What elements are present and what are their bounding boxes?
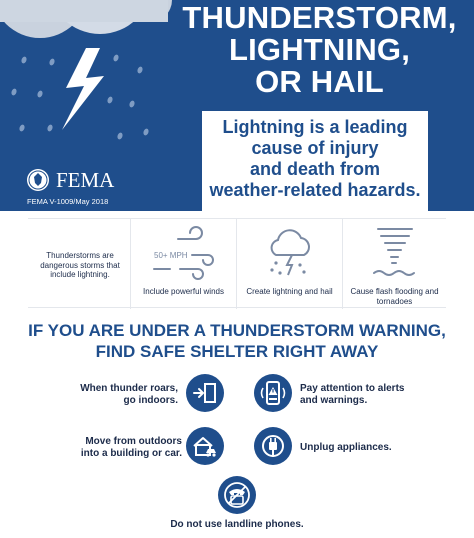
warning-headline xyxy=(0,320,474,362)
callout-line-4: weather-related hazards. xyxy=(209,180,421,200)
wind-icon xyxy=(152,225,216,281)
tip-unplug xyxy=(254,427,292,465)
fact-winds-caption: Include powerful winds xyxy=(143,287,224,296)
tornado-icon xyxy=(370,225,420,281)
document-id: FEMA V-1009/May 2018 xyxy=(27,197,109,206)
tip-go-indoors xyxy=(186,374,224,412)
title-line-2: LIGHTNING, xyxy=(228,32,411,67)
tip-alerts xyxy=(254,374,292,412)
storm-cloud-lightning-icon xyxy=(0,0,175,150)
fema-logo xyxy=(26,168,146,192)
callout-box xyxy=(202,111,428,211)
house-car-icon xyxy=(186,427,224,465)
fact-lightning xyxy=(236,219,342,309)
tip-shelter-text: Move from outdoors into a building or car. xyxy=(80,436,182,459)
page-title xyxy=(165,2,474,98)
wind-speed-badge: 50+ MPH xyxy=(153,251,188,260)
no-phone-icon xyxy=(218,476,256,514)
phone-alert-icon xyxy=(254,374,292,412)
fact-winds xyxy=(130,219,236,309)
storm-cloud-icon xyxy=(260,225,320,281)
fact-flooding-caption: Cause flash flooding and tornadoes xyxy=(350,287,439,306)
fact-lightning-caption: Create lightning and hail xyxy=(246,287,333,296)
headline-line-1: IF YOU ARE UNDER A THUNDERSTORM WARNING, xyxy=(28,321,446,340)
storm-definition: Thunderstorms are dangerous storms that include lightning. xyxy=(40,251,120,279)
tip-unplug-text: Unplug appliances. xyxy=(300,442,392,453)
dhs-seal-icon xyxy=(26,168,50,192)
tip-go-indoors-text: When thunder roars, go indoors. xyxy=(80,383,178,406)
callout-line-3: and death from xyxy=(249,159,380,179)
plug-icon xyxy=(254,427,292,465)
tip-no-landline-text: Do not use landline phones. xyxy=(170,519,304,530)
callout-line-1: Lightning is a leading xyxy=(222,117,408,137)
title-line-1: THUNDERSTORM, xyxy=(182,0,457,35)
fact-flooding xyxy=(342,219,446,309)
tip-shelter xyxy=(186,427,224,465)
agency-name: FEMA xyxy=(56,168,115,192)
door-exit-icon xyxy=(186,374,224,412)
storm-facts-strip xyxy=(28,218,446,308)
callout-line-2: cause of injury xyxy=(251,138,379,158)
tip-alerts-text: Pay attention to alerts and warnings. xyxy=(300,383,405,406)
title-line-3: OR HAIL xyxy=(255,64,384,99)
tip-no-landline xyxy=(218,476,256,514)
headline-line-2: FIND SAFE SHELTER RIGHT AWAY xyxy=(95,342,379,361)
